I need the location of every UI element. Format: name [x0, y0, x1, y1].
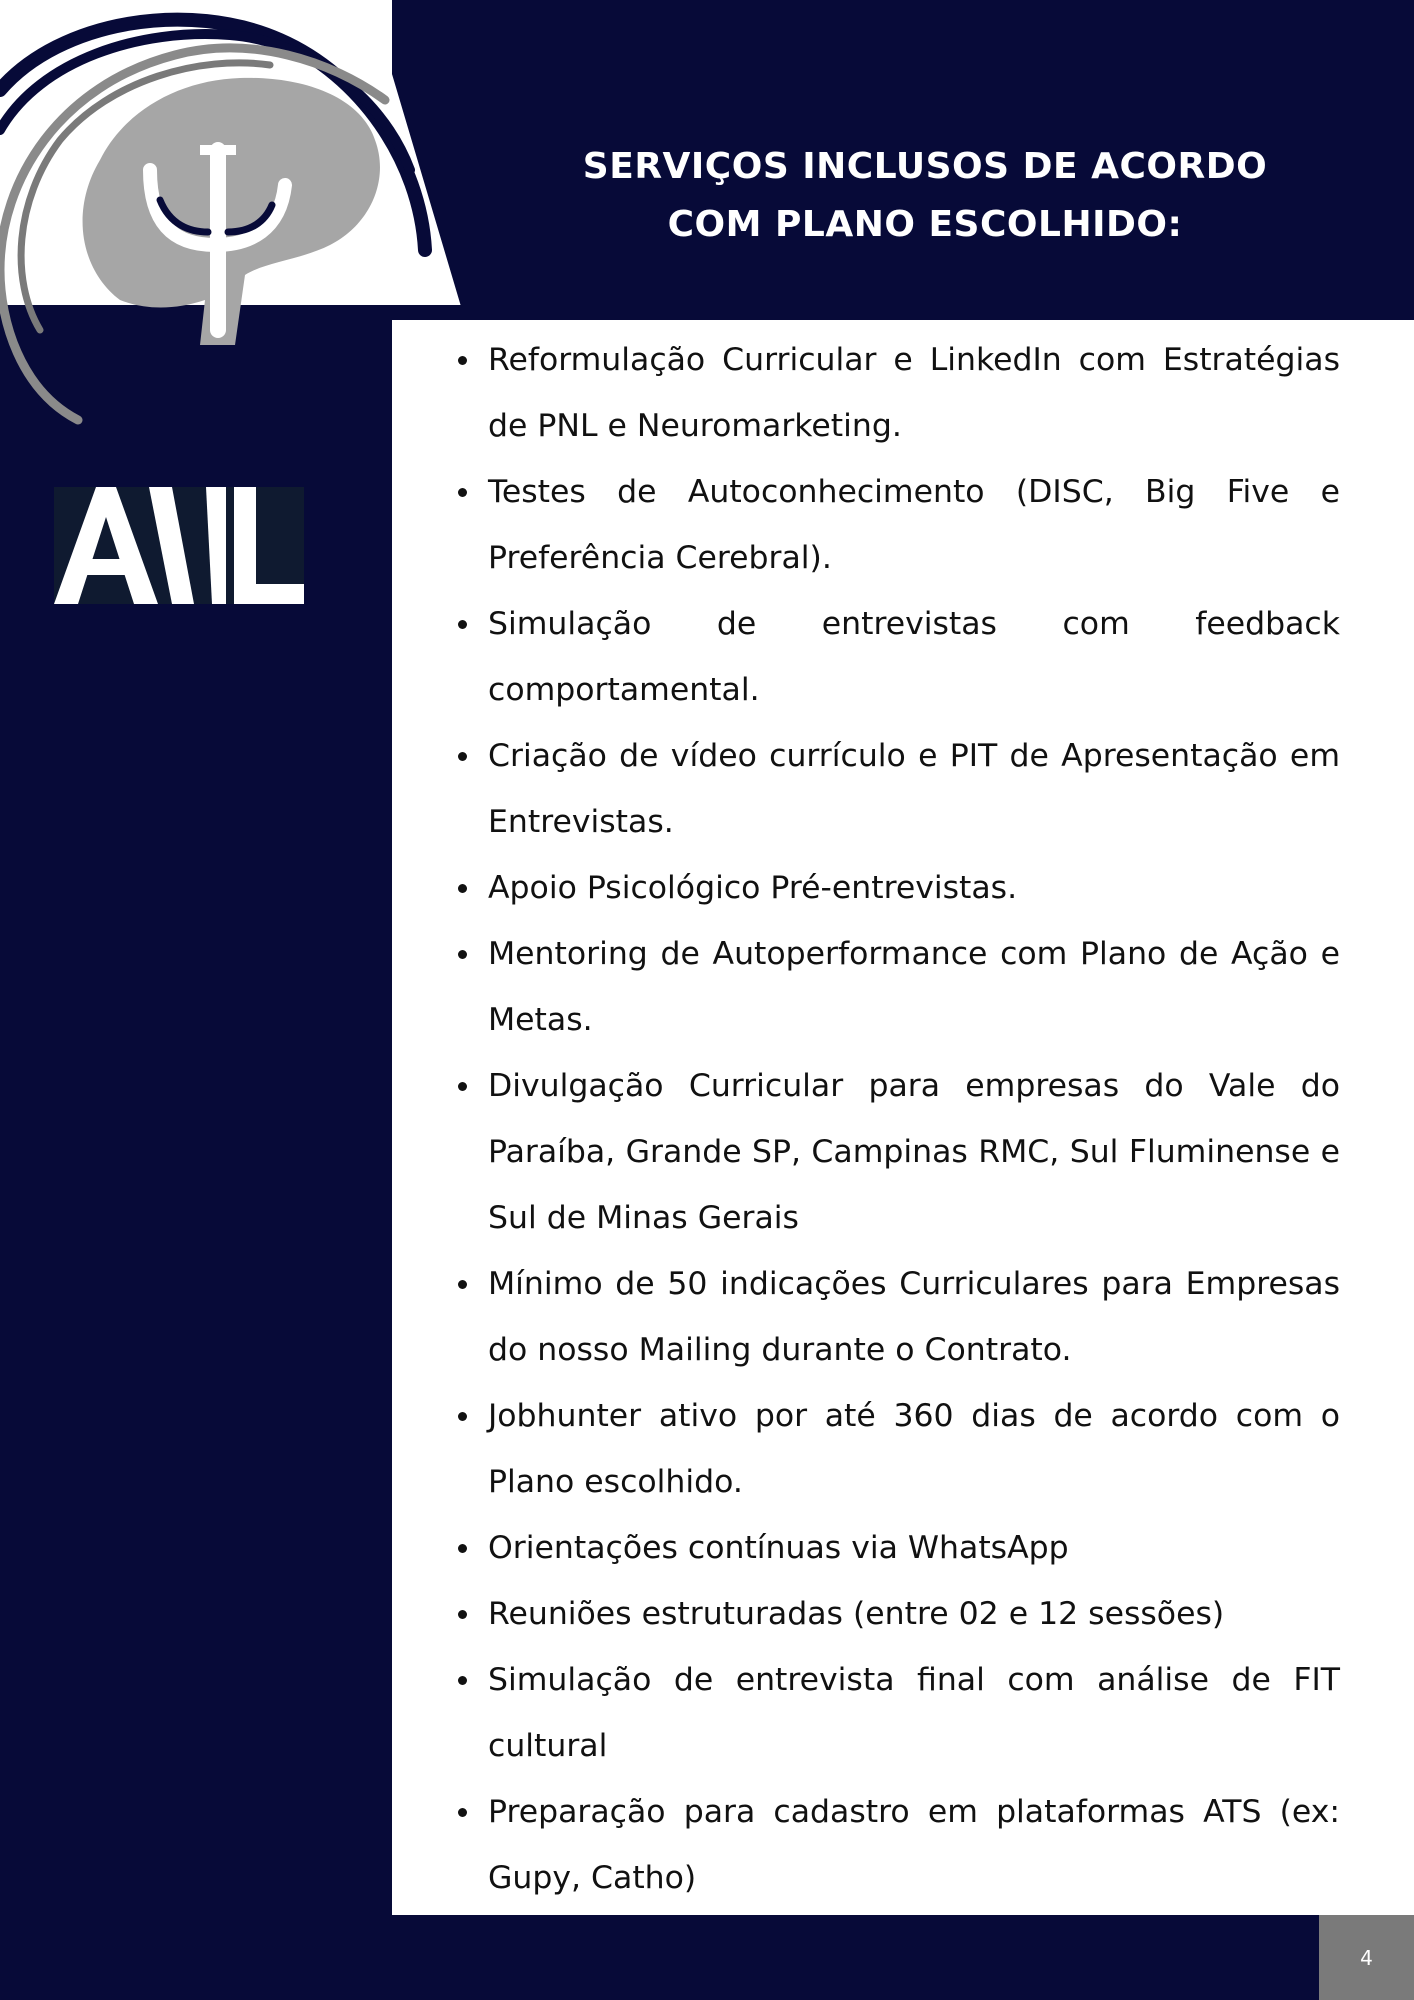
list-item: Simulação de entrevistas com feedback comportamental. [488, 591, 1340, 723]
list-item: Mínimo de 50 indicações Curriculares para Empresas do nosso Mailing durante o Contrato. [488, 1251, 1340, 1383]
page-number: 4 [1319, 1915, 1414, 2000]
brand-logo [54, 487, 304, 604]
heading-line-2: COM PLANO ESCOLHIDO: [667, 204, 1183, 245]
list-item: Simulação de entrevista final com análise de FIT cultural [488, 1647, 1340, 1779]
list-item: Apoio Psicológico Pré-entrevistas. [488, 855, 1340, 921]
list-item: Criação de vídeo currículo e PIT de Apresentação em Entrevistas. [488, 723, 1340, 855]
list-item: Testes de Autoconhecimento (DISC, Big Five e Preferência Cerebral). [488, 459, 1340, 591]
list-item: Orientações contínuas via WhatsApp [488, 1515, 1340, 1581]
list-item: Preparação para cadastro em plataformas ATS (ex: Gupy, Catho) [488, 1779, 1340, 1911]
list-item: Mentoring de Autoperformance com Plano de Ação e Metas. [488, 921, 1340, 1053]
psi-brain-icon [0, 0, 460, 430]
list-item: Jobhunter ativo por até 360 dias de acordo com o Plano escolhido. [488, 1383, 1340, 1515]
list-item: Divulgação Curricular para empresas do Vale do Paraíba, Grande SP, Campinas RMC, Sul Fluminense e Sul de Minas Gerais [488, 1053, 1340, 1251]
heading-line-1: SERVIÇOS INCLUSOS DE ACORDO [582, 146, 1268, 187]
services-list [488, 327, 1340, 1911]
list-item: Reformulação Curricular e LinkedIn com Estratégias de PNL e Neuromarketing. [488, 327, 1340, 459]
list-item: Reuniões estruturadas (entre 02 e 12 sessões) [488, 1581, 1340, 1647]
page-heading [490, 138, 1360, 254]
